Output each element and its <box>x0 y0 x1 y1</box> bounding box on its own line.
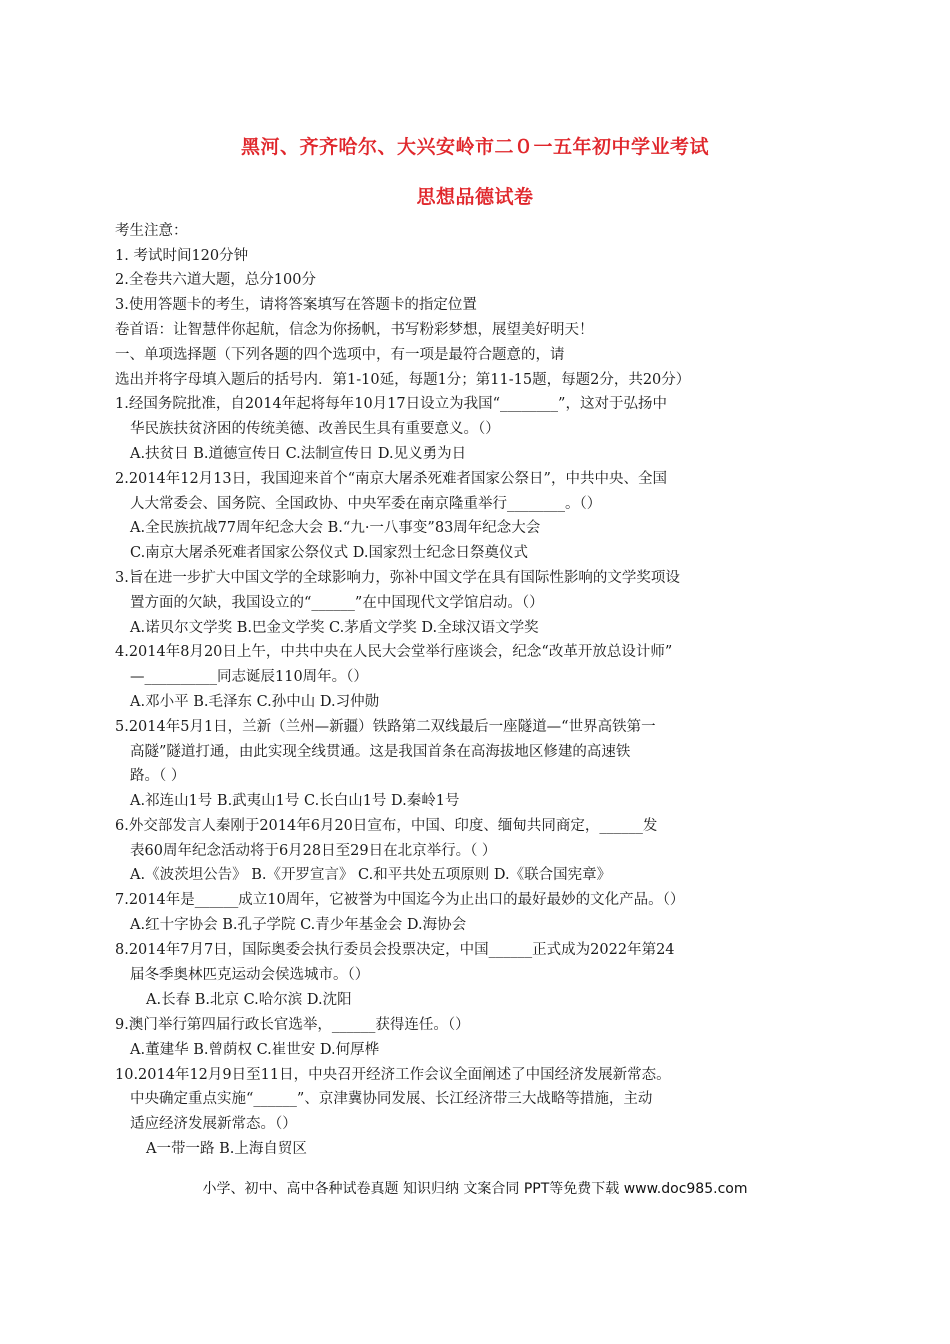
question-2-text: 人大常委会、国务院、全国政协、中央军委在南京隆重举行________。（） <box>130 496 602 512</box>
question-6-options: A.《波茨坦公告》 B.《开罗宣言》 C.和平共处五项原则 D.《联合国宪章》 <box>130 867 612 883</box>
question-8-text: 届冬季奥林匹克运动会侯选城市。（） <box>130 967 370 983</box>
question-5-text: 路。（ ） <box>130 768 186 784</box>
question-9-options: A.董建华 B.曾荫权 C.崔世安 D.何厚桦 <box>130 1042 380 1058</box>
question-5-text: 5.2014年5月1日，兰新（兰州—新疆）铁路第二双线最后一座隧道—“世界高铁第一 <box>115 719 656 735</box>
exam-subtitle: 思想品德试卷 <box>416 186 534 208</box>
question-9-text: 9.澳门举行第四届行政长官选举，______获得连任。（） <box>115 1017 470 1033</box>
question-2-text: 2.2014年12月13日，我国迎来首个“南京大屠杀死难者国家公祭日”，中共中央、全国 <box>115 471 667 487</box>
question-1-options: A.扶贫日 B.道德宣传日 C.法制宣传日 D.见义勇为日 <box>130 446 467 462</box>
question-1-text: 华民族扶贫济困的传统美德、改善民生具有重要意义。（） <box>130 421 500 437</box>
question-6-text: 6.外交部发言人秦刚于2014年6月20日宣布，中国、印度、缅甸共同商定，______发 <box>115 818 658 834</box>
notice-item: 1. 考试时间120分钟 <box>115 248 249 264</box>
notice-item: 3.使用答题卡的考生，请将答案填写在答题卡的指定位置 <box>115 297 477 313</box>
notice-item: 2.全卷共六道大题，总分100分 <box>115 272 317 288</box>
question-10-options: A一带一路 B.上海自贸区 <box>146 1141 307 1157</box>
question-5-text: 高隧”隧道打通，由此实现全线贯通。这是我国首条在高海拔地区修建的高速铁 <box>130 744 631 760</box>
question-4-text: 4.2014年8月20日上午，中共中央在人民大会堂举行座谈会，纪念“改革开放总设计师” <box>115 644 673 660</box>
question-8-text: 8.2014年7月7日，国际奥委会执行委员会投票决定，中国______正式成为2022年第24 <box>115 942 675 958</box>
question-3-text: 置方面的欠缺，我国设立的“______”在中国现代文学馆启动。（） <box>130 595 544 611</box>
section-heading-cont: 选出并将字母填入题后的括号内．第1-10延，每题1分；第11-15题，每题2分，共20分） <box>115 372 691 388</box>
question-7-options: A.红十字协会 B.孔子学院 C.青少年基金会 D.海协会 <box>130 917 467 933</box>
section-heading: 一、单项选择题（下列各题的四个选项中，有一项是最符合题意的，请 <box>115 347 565 363</box>
download-footer: 小学、初中、高中各种试卷真题 知识归纳 文案合同 PPT等免费下载 www.doc985.com <box>202 1181 748 1197</box>
question-10-text: 适应经济发展新常态。（） <box>130 1116 297 1132</box>
question-2-options: C.南京大屠杀死难者国家公祭仪式 D.国家烈士纪念日祭奠仪式 <box>130 545 529 561</box>
motto: 卷首语：让智慧伴你起航，信念为你扬帆，书写粉彩梦想，展望美好明天！ <box>115 322 594 338</box>
question-4-text: —__________同志诞辰110周年。（） <box>130 669 368 685</box>
question-8-options: A.长春 B.北京 C.哈尔滨 D.沈阳 <box>146 992 352 1008</box>
question-3-options: A.诺贝尔文学奖 B.巴金文学奖 C.茅盾文学奖 D.全球汉语文学奖 <box>130 620 539 636</box>
question-10-text: 中央确定重点实施“______”、京津冀协同发展、长江经济带三大战略等措施，主动 <box>130 1091 653 1107</box>
exam-title: 黑河、齐齐哈尔、大兴安岭市二０一五年初中学业考试 <box>240 136 709 158</box>
notice-heading: 考生注意： <box>115 223 188 239</box>
question-3-text: 3.旨在进一步扩大中国文学的全球影响力，弥补中国文学在具有国际性影响的文学奖项设 <box>115 570 680 586</box>
question-6-text: 表60周年纪念活动将于6月28日至29日在北京举行。（ ） <box>130 843 497 859</box>
question-10-text: 10.2014年12月9日至11日，中央召开经济工作会议全面阐述了中国经济发展新常态。 <box>115 1067 671 1083</box>
question-1-text: 1.经国务院批准，自2014年起将每年10月17日设立为我国“________”，这对于弘扬中 <box>115 396 667 412</box>
question-2-options: A.全民族抗战77周年纪念大会 B.“九·一八事变”83周年纪念大会 <box>130 520 541 536</box>
question-7-text: 7.2014年是______成立10周年，它被誉为中国迄今为止出口的最好最妙的文化产品。（） <box>115 892 685 908</box>
question-5-options: A.祁连山1号 B.武夷山1号 C.长白山1号 D.秦岭1号 <box>130 793 460 809</box>
question-4-options: A.邓小平 B.毛泽东 C.孙中山 D.习仲勋 <box>130 694 380 710</box>
